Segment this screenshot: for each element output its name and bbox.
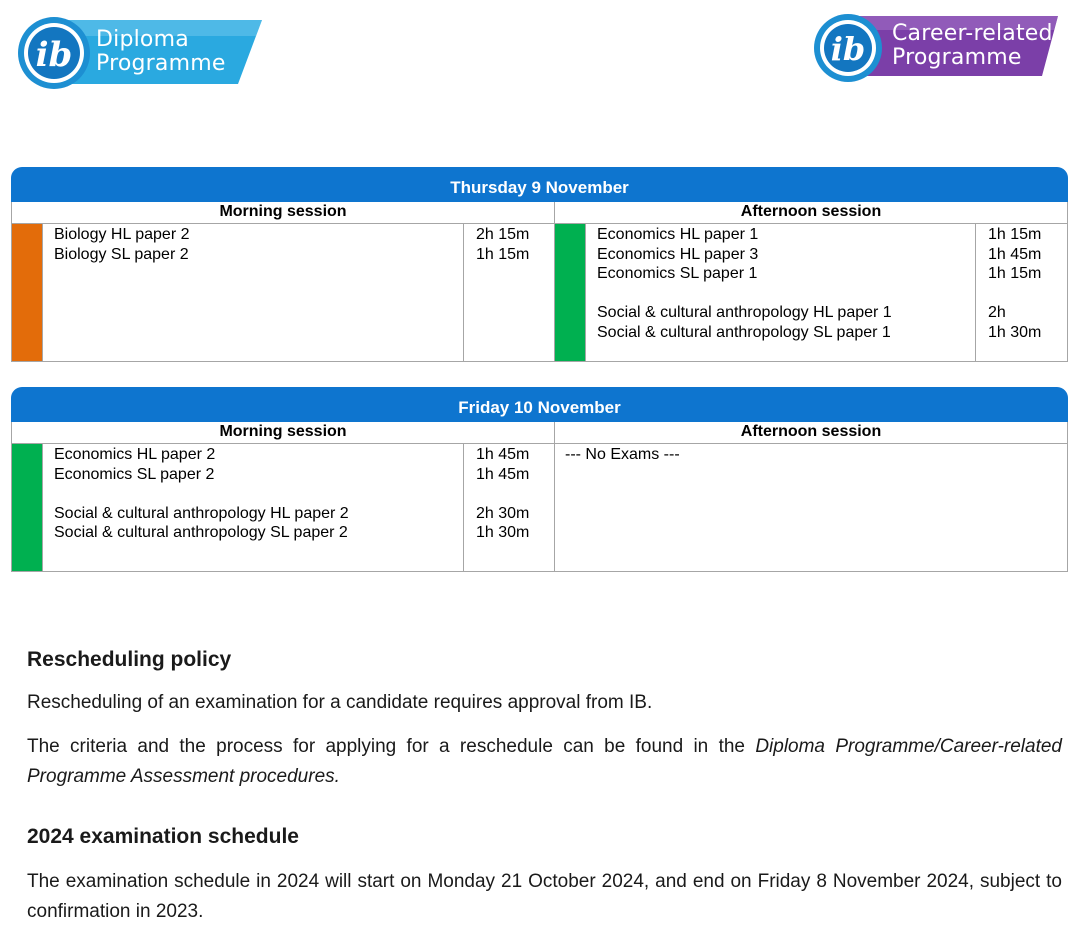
schedule-table-thursday [11, 167, 1068, 362]
svg-text:ib: ib [830, 30, 866, 68]
assessment-procedures-reference: Diploma Programme/Career-related Programme Assessment procedures. [27, 736, 1063, 787]
exam-duration: 1h 15m [988, 226, 1042, 243]
afternoon-session [555, 444, 1067, 571]
schedule-table-friday [11, 387, 1068, 572]
exam-duration: 1h 30m [476, 524, 530, 541]
exam-duration: 1h 45m [988, 245, 1042, 263]
morning-session [12, 224, 555, 361]
exam-subject: Social & cultural anthropology SL paper 1 [597, 323, 891, 341]
day-header: Thursday 9 November [11, 167, 1068, 202]
logo-line-1: Career-related [892, 21, 1053, 46]
subject-group-color-band [12, 444, 43, 571]
exam-subject: Biology SL paper 2 [54, 245, 189, 263]
exam-subject: Economics HL paper 1 [597, 226, 759, 243]
exam-duration: 1h 45m [476, 465, 530, 483]
ib-career-related-programme-logo [812, 12, 1062, 84]
logo-line-1: Diploma [96, 27, 189, 52]
subject-group-color-band [12, 224, 43, 361]
exam-duration: 1h 15m [476, 245, 530, 263]
exam-subject: Economics SL paper 1 [597, 265, 758, 282]
afternoon-session-label: Afternoon session [740, 203, 882, 220]
no-exams-text: --- No Exams --- [565, 446, 680, 463]
exam-subject: Economics SL paper 2 [54, 465, 215, 483]
exam-duration: 2h [988, 304, 1006, 321]
exam-duration: 2h 15m [476, 226, 530, 243]
schedule-2024-heading: 2024 examination schedule [27, 825, 299, 848]
afternoon-session-label: Afternoon session [740, 423, 882, 440]
schedule-2024-paragraph: The examination schedule in 2024 will start on Monday 21 October 2024, and end on Friday 8 November 2024, subject to confirmation in 2023. [27, 871, 1062, 922]
exam-subject: Biology HL paper 2 [54, 226, 190, 243]
exam-subject: Social & cultural anthropology HL paper 2 [54, 504, 349, 522]
subject-group-color-band [555, 224, 586, 361]
rescheduling-policy-heading: Rescheduling policy [27, 648, 232, 671]
morning-session-label: Morning session [12, 422, 555, 443]
exam-duration: 1h 30m [988, 323, 1042, 341]
svg-text:ib: ib [35, 35, 73, 75]
rescheduling-paragraph-2: The criteria and the process for applying for a reschedule can be found in the Diploma Programme/Career-related Programme Assessment procedures. [27, 736, 1063, 787]
logo-line-2: Programme [96, 51, 226, 76]
exam-subject: Social & cultural anthropology HL paper 1 [597, 304, 892, 321]
exam-duration: 2h 30m [476, 504, 530, 522]
day-header: Friday 10 November [11, 387, 1068, 422]
exam-subject: Social & cultural anthropology SL paper 2 [54, 524, 348, 541]
morning-session-label: Morning session [12, 202, 555, 223]
exam-duration: 1h 45m [476, 446, 530, 463]
exam-subject: Economics HL paper 3 [597, 245, 759, 263]
logo-line-2: Programme [892, 45, 1022, 70]
morning-session [12, 444, 555, 571]
exam-duration: 1h 15m [988, 265, 1042, 282]
rescheduling-paragraph-1: Rescheduling of an examination for a candidate requires approval from IB. [27, 692, 653, 713]
afternoon-session [555, 224, 1067, 361]
ib-diploma-programme-logo [16, 14, 262, 92]
exam-subject: Economics HL paper 2 [54, 446, 216, 463]
